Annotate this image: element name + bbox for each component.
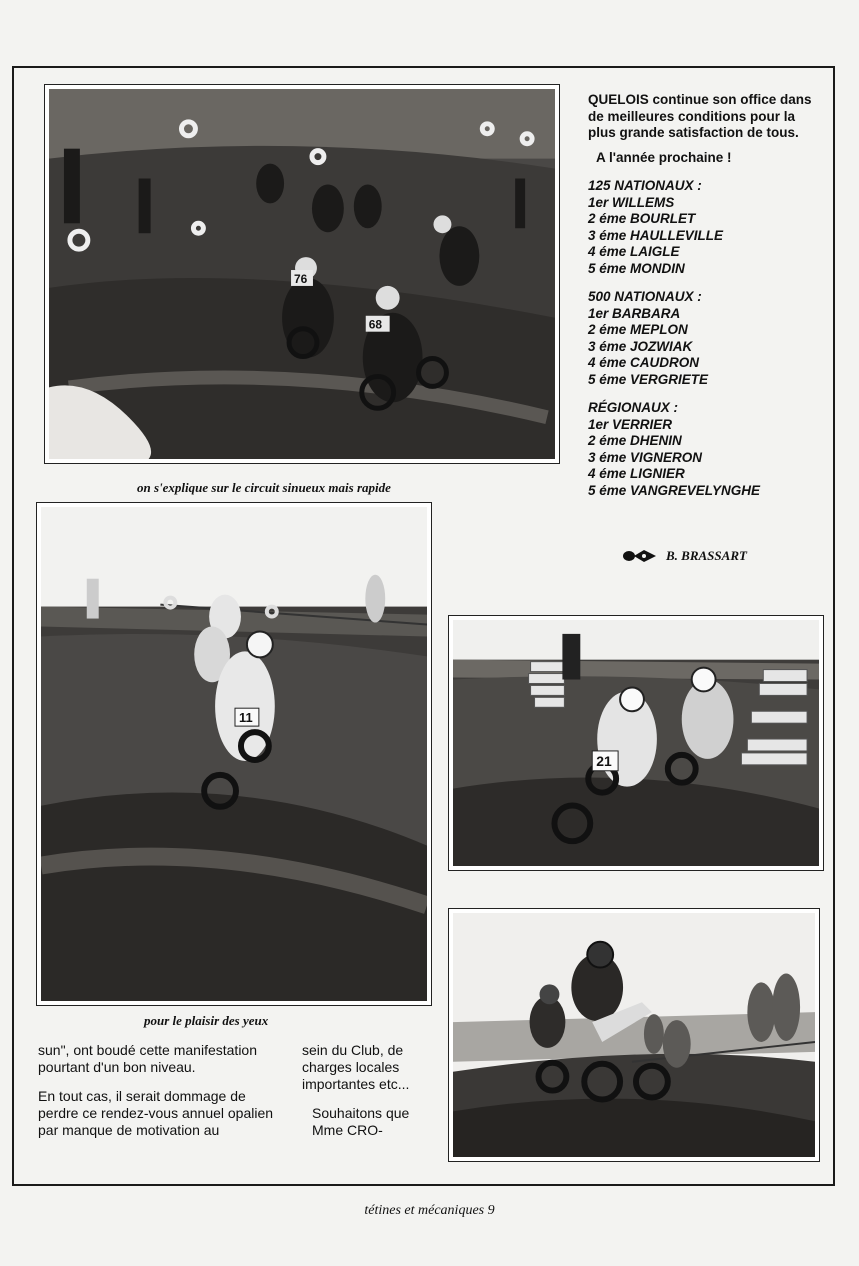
caption-middle: pour le plaisir des yeux — [144, 1013, 269, 1028]
author-signature — [622, 548, 747, 564]
photo-rider-11 — [36, 502, 432, 1006]
results-column — [588, 92, 818, 499]
result-item: 3 éme JOZWIAK — [588, 338, 693, 354]
result-item: 5 éme VANGREVELYNGHE — [588, 482, 761, 498]
author-name: B. BRASSART — [666, 548, 747, 563]
pen-nib-icon — [622, 549, 656, 563]
intro-text: QUELOIS continue son office dans de meilleures conditions pour la plus grande satisfaction de tous. — [588, 92, 812, 140]
photo-jump — [448, 908, 820, 1162]
result-item: 2 éme MEPLON — [588, 322, 688, 337]
page-footer: tétines et mécaniques 9 — [364, 1203, 495, 1218]
result-item: 4 éme CAUDRON — [588, 355, 700, 370]
plate-21: 21 — [596, 752, 612, 769]
section-title-500: 500 NATIONAUX : — [588, 289, 702, 304]
plate-76: 76 — [294, 271, 308, 286]
result-item: 1er BARBARA — [588, 305, 681, 321]
result-item: 5 éme VERGRIETE — [588, 371, 709, 387]
body-paragraph: sun", ont boudé cette manifestation pourtant d'un bon niveau. — [38, 1042, 258, 1075]
result-item: 4 éme LIGNIER — [588, 466, 685, 481]
body-column-2 — [302, 1042, 420, 1151]
section-title-regionaux: RÉGIONAUX : — [588, 400, 679, 415]
section-title-125: 125 NATIONAUX : — [588, 178, 702, 193]
plate-11: 11 — [238, 710, 253, 726]
result-item: 3 éme HAULLEVILLE — [588, 227, 724, 243]
photo-circuit-pack — [44, 84, 560, 464]
body-paragraph: Souhaitons que Mme CRO- — [312, 1105, 410, 1138]
result-item: 4 éme LAIGLE — [588, 244, 680, 259]
next-year-text: A l'année prochaine ! — [596, 149, 732, 165]
result-item: 5 éme MONDIN — [588, 260, 685, 276]
body-column-1 — [38, 1042, 284, 1151]
result-item: 2 éme BOURLET — [588, 211, 696, 226]
body-paragraph: En tout cas, il serait dommage de perdre ce rendez-vous annuel opalien par manque de motivation au — [38, 1088, 274, 1138]
result-item: 3 éme VIGNERON — [588, 449, 703, 465]
body-paragraph: sein du Club, de charges locales importantes etc... — [302, 1042, 410, 1092]
result-item: 2 éme DHENIN — [588, 433, 682, 448]
caption-top: on s'explique sur le circuit sinueux mais rapide — [137, 480, 391, 495]
result-item: 1er WILLEMS — [588, 194, 675, 210]
plate-68: 68 — [368, 317, 383, 332]
result-item: 1er VERRIER — [588, 416, 673, 432]
photo-duel — [448, 615, 824, 871]
